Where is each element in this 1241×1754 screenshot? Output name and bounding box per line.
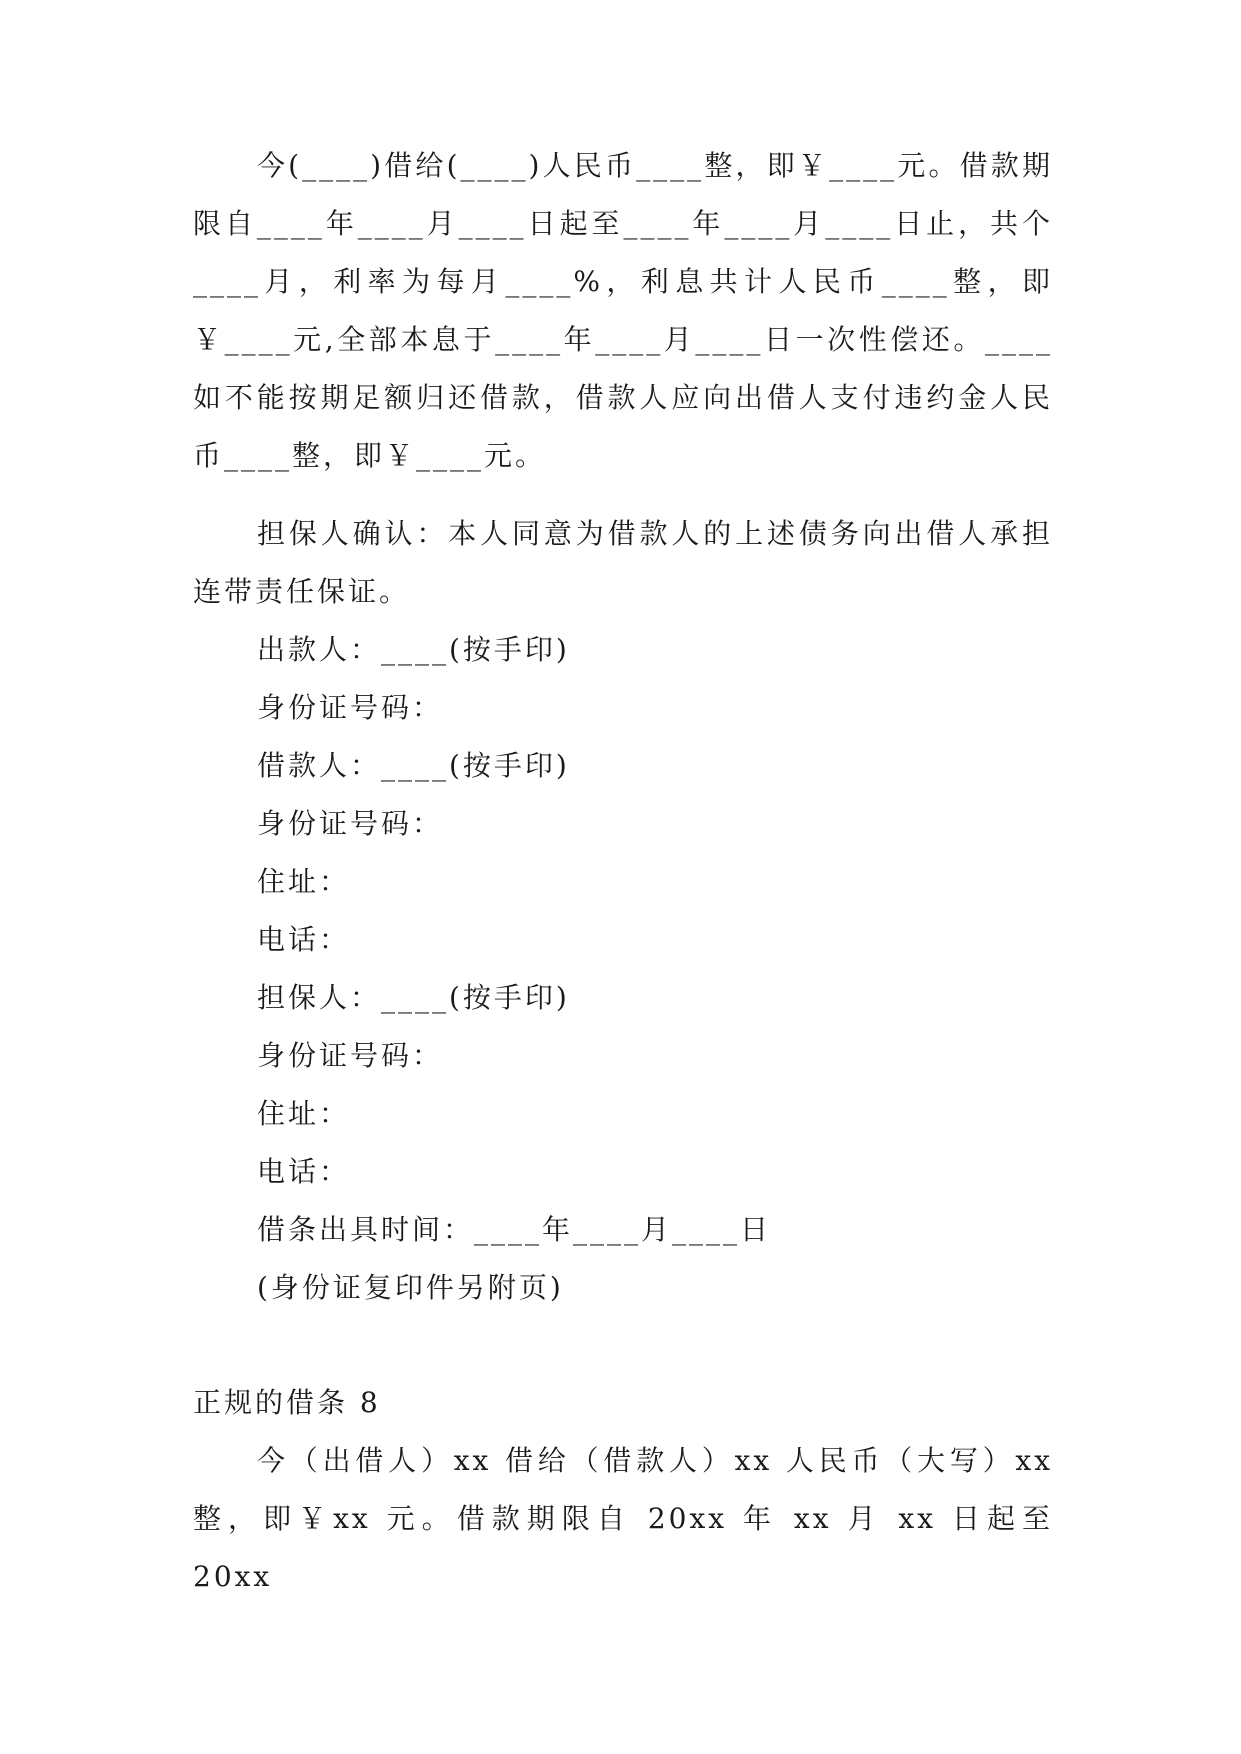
guarantor-signature-line: 担保人：____(按手印) — [257, 981, 570, 1014]
section8-loan-paragraph: 今（出借人）xx 借给（借款人）xx 人民币（大写）xx 整，即￥xx 元。借款期限自 20xx 年 xx 月 xx 日起至 20xx — [193, 1444, 1053, 1593]
guarantor-phone-line: 电话： — [257, 1155, 351, 1188]
issue-date-line: 借条出具时间：____年____月____日 — [257, 1213, 772, 1246]
borrower-signature-line: 借款人：____(按手印) — [257, 749, 570, 782]
id-copy-note: (身份证复印件另附页) — [257, 1271, 564, 1304]
lender-id-line: 身份证号码： — [257, 691, 444, 724]
section-title: 正规的借条 8 — [193, 1386, 381, 1419]
borrower-id-line: 身份证号码： — [257, 807, 444, 840]
borrower-phone-line: 电话： — [257, 923, 351, 956]
borrower-address-line: 住址： — [257, 865, 351, 898]
guarantor-confirmation-paragraph: 担保人确认：本人同意为借款人的上述债务向出借人承担连带责任保证。 — [193, 517, 1053, 608]
lender-signature-line: 出款人：____(按手印) — [257, 633, 570, 666]
guarantor-id-line: 身份证号码： — [257, 1039, 444, 1072]
loan-terms-paragraph: 今(____)借给(____)人民币____整，即￥____元。借款期限自____年____月____日起至____年____月____日止，共个____月，利率为每月____%，利息共计人民币____整，即￥____元,全部本息于____年____月____日一次性偿还。____如不能按期足额归还借款，借款人应向出借人支付违约金人民币____整，即￥____元。 — [193, 149, 1053, 472]
guarantor-address-line: 住址： — [257, 1097, 351, 1130]
